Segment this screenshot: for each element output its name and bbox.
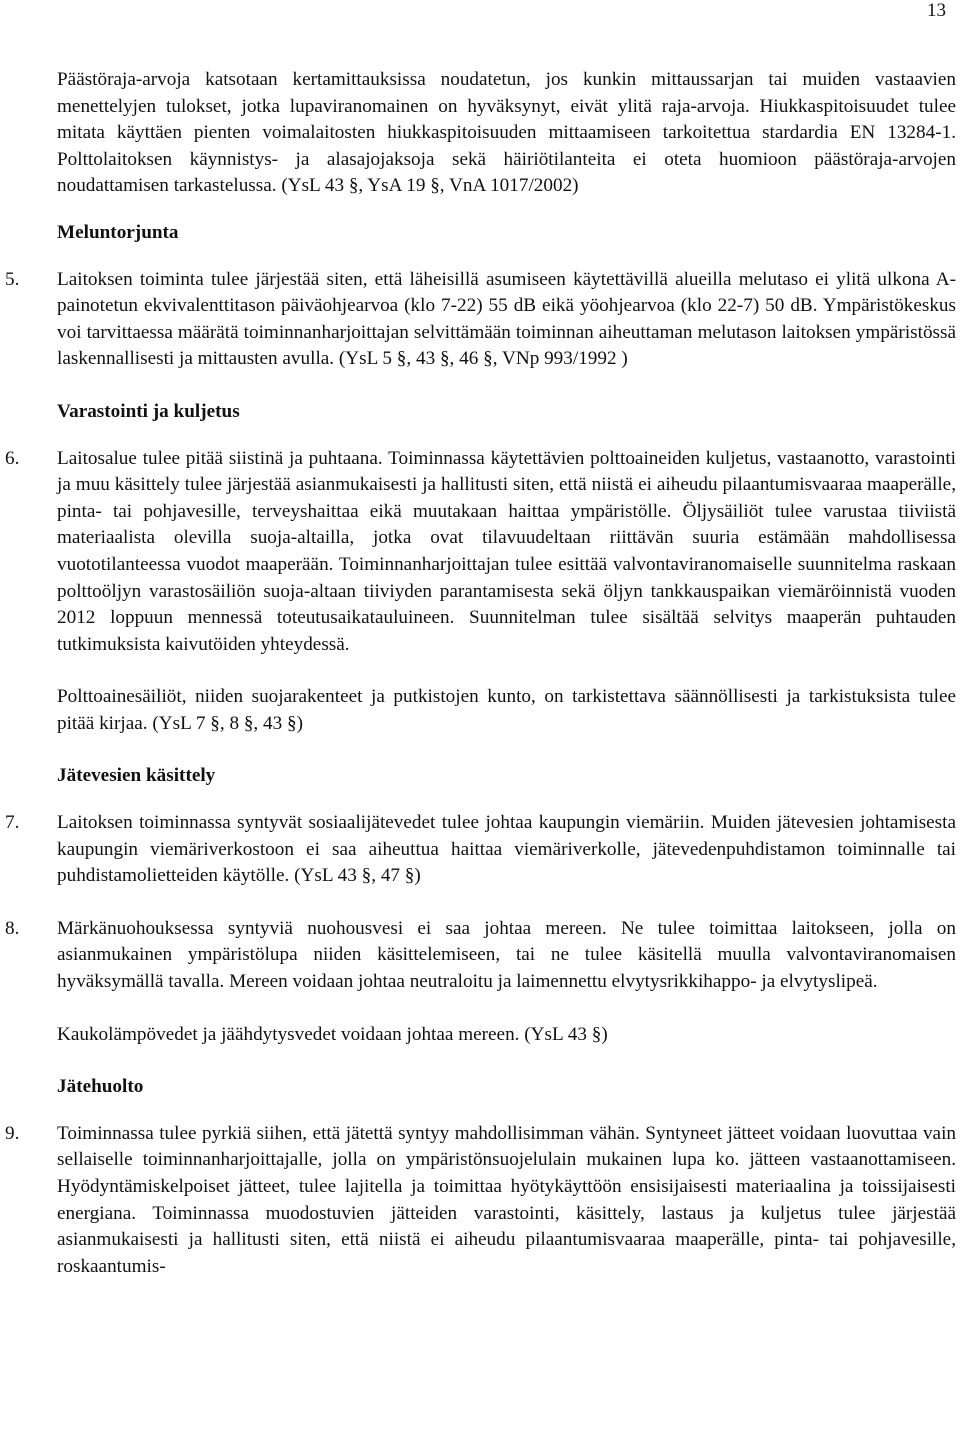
storage-paragraph: Polttoainesäiliöt, niiden suojarakenteet ja putkistojen kunto, on tarkistettava säännöllisesti ja tarkistuksista tulee pitää kirjaa. (YsL 7 §, 8 §, 43 §): [57, 686, 956, 734]
item-number: 6.: [5, 447, 20, 469]
heading-varastointi: Varastointi ja kuljetus: [57, 400, 240, 422]
page-number: 13: [927, 0, 946, 21]
item-text: Laitoksen toiminta tulee järjestää siten, että läheisillä asumiseen käytettävillä alueilla melutaso ei ylitä ulkona A-painotetun ekvivalenttitason päiväohjearvoa (klo 7-22) 55 dB eikä yöohjearvoa (klo 22-7) 50 dB. Ympäristökeskus voi tarvittaessa määrätä toiminnanharjoittajan selvittämään toiminnan aiheuttaman melutason laitoksen ympäristössä laskennallisesti ja mittausten avulla. (YsL 5 §, 43 §, 46 §, VNp 993/1992 ): [57, 268, 956, 370]
item-text: Laitoksen toiminnassa syntyvät sosiaalijätevedet tulee johtaa kaupungin viemäriin. Muiden jätevesien johtamisesta kaupungin viemäriverkostoon ei saa aiheuttua haittaa viemäriverkolle, jätevedenpuhdistamon toiminnalle tai puhdistamolietteiden käytölle. (YsL 43 §, 47 §): [57, 812, 956, 887]
item-number: 7.: [5, 812, 20, 834]
item-number: 8.: [5, 917, 20, 939]
item-8: [5, 916, 956, 996]
item-6: [5, 446, 956, 659]
item-text: Märkänuohouksessa syntyviä nuohousvesi ei saa johtaa mereen. Ne tulee toimittaa laitokseen, jolla on asianmukainen ympäristölupa niiden käsittelemiseen, tai ne tulee käsitellä muulla valvontaviranomaisen hyväksymällä tavalla. Mereen voidaan johtaa neutraloitu ja laimennettu elvytysrikkihappo- ja elvytyslipeä.: [57, 917, 956, 993]
heading-jatevesien-kasittely: Jätevesien käsittely: [57, 765, 216, 787]
item-7: [5, 810, 956, 890]
heading-meluntorjunta: Meluntorjunta: [57, 221, 179, 243]
item-9: [5, 1121, 956, 1281]
item-5: [5, 267, 956, 373]
item-text: Laitosalue tulee pitää siistinä ja puhtaana. Toiminnassa käytettävien polttoaineiden kuljetus, vastaanotto, varastointi ja muu käsittely tulee järjestää asianmukaisesti ja hallitusti siten, että niistä ei aiheudu pilaantumisvaaraa maaperälle, pinta- tai pohjavesille, terveyshaittaa eikä muutakaan haittaa ympäristölle. Öljysäiliöt tulee varustaa tiiviistä materiaalista olevilla suoja-altailla, jotka ovat tilavuudeltaan riittävän suuria estämään mahdollisessa vuototilanteessa vuodot maaperään. Toiminnanharjoittajan tulee esittää valvontaviranomaiselle suunnitelma raskaan polttoöljyn varastosäiliön suoja-altaan tiiviyden parantamisesta sekä öljyn tankkauspaikan viemäröinnistä vuoden 2012 loppuun mennessä toteutusaikatauluineen. Suunnitelman tulee sisältää selvitys maaperän puhtauden tutkimuksista kaivutöiden yhteydessä.: [57, 447, 956, 655]
item-number: 5.: [5, 268, 20, 290]
wastewater-paragraph: Kaukolämpövedet ja jäähdytysvedet voidaan johtaa mereen. (YsL 43 §): [57, 1023, 608, 1045]
intro-paragraph: Päästöraja-arvoja katsotaan kertamittauksissa noudatetun, jos kunkin mittaussarjan tai muiden vastaavien menettelyjen tulokset, jotka lupaviranomainen on hyväksynyt, eivät ylitä raja-arvoja. Hiukkaspitoisuudet tulee mitata käyttäen pienten voimalaitosten hiukkaspitoisuuden mittaamiseen tarkoitettua stardardia EN 13284-1. Polttolaitoksen käynnistys- ja alasajojaksoja sekä häiriötilanteita ei oteta huomioon päästöraja-arvojen noudattamisen tarkastelussa. (YsL 43 §, YsA 19 §, VnA 1017/2002): [57, 69, 956, 197]
document-body: [5, 67, 956, 1280]
heading-jatehuolto: Jätehuolto: [57, 1076, 144, 1098]
item-text: Toiminnassa tulee pyrkiä siihen, että jätettä syntyy mahdollisimman vähän. Syntyneet jätteet voidaan luovuttaa vain sellaiselle toiminnanharjoittajalle, jolla on ympäristönsuojelulain mukainen lupa ko. jätteen vastaanottamiseen. Hyödyntämiskelpoiset jätteet, tulee lajitella ja toimittaa hyötykäyttöön ensisijaisesti materiaalina ja toissijaisesti energiana. Toiminnassa muodostuvien jätteiden varastointi, käsittely, lastaus ja kuljetus tulee järjestää asianmukaisesti ja hallitusti siten, että niistä ei aiheudu pilaantumisvaaraa maaperälle, pinta- tai pohjavesille, roskaantumis-: [57, 1122, 956, 1277]
item-number: 9.: [5, 1122, 20, 1144]
